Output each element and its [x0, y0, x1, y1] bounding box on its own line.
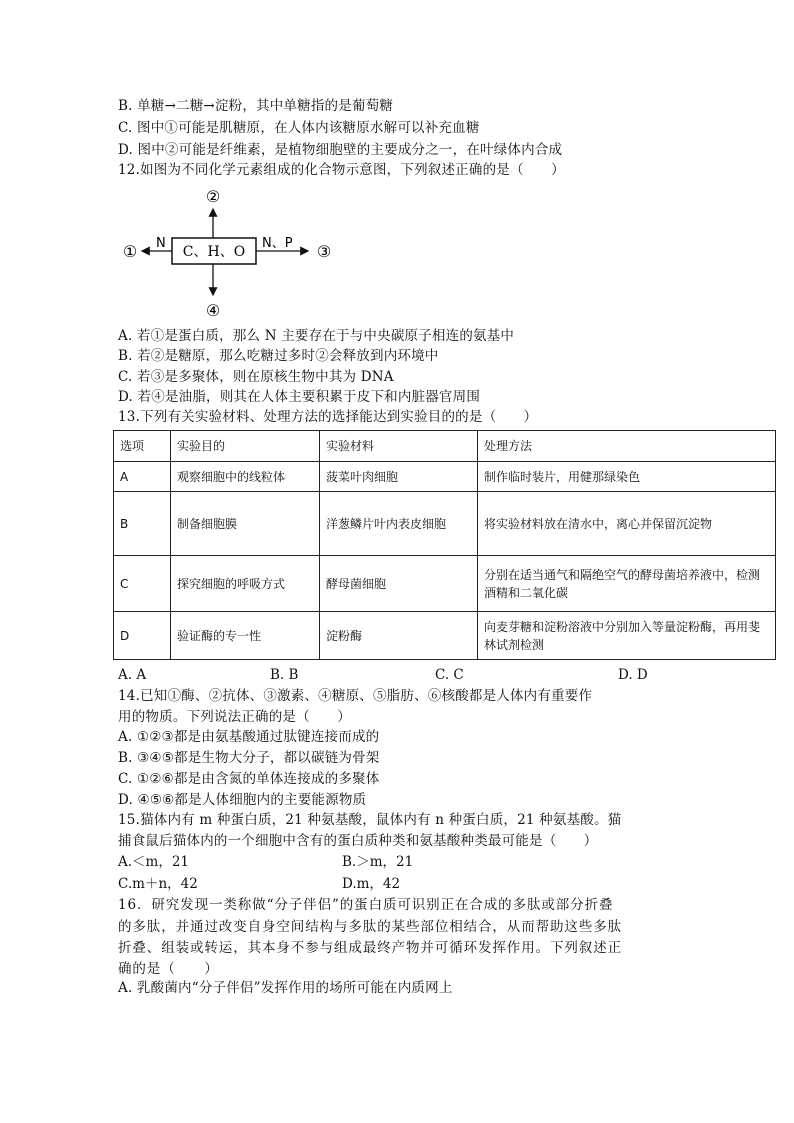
q15-stem-line1: 15.猫体内有 m 种蛋白质，21 种氨基酸，鼠体内有 n 种蛋白质，21 种氨基酸。猫 [118, 812, 622, 828]
cell: 制备细胞膜 [171, 492, 320, 556]
cell: 酵母菌细胞 [320, 556, 478, 612]
right-arrow-text: N、P [262, 236, 293, 251]
q12-option-b: B. 若②是糖原，那么吃糖过多时②会释放到内环境中 [118, 348, 439, 364]
cell: A [114, 462, 171, 492]
q16-stem-line2: 的多肽，并通过改变自身空间结构与多肽的某些部位相结合，从而帮助这些多肽 [118, 919, 622, 935]
q16-option-a: A. 乳酸菌内“分子伴侣”发挥作用的场所可能在内质网上 [118, 980, 453, 996]
cell: B [114, 492, 171, 556]
label-2: ② [205, 187, 221, 206]
q11-option-b: B. 单糖→二糖→淀粉，其中单糖指的是葡萄糖 [118, 98, 394, 114]
cell: 淀粉酶 [320, 612, 478, 660]
q16-stem-line4: 确的是（ ） [118, 961, 219, 977]
q14-stem-line1: 14.已知①酶、②抗体、③激素、④糖原、⑤脂肪、⑥核酸都是人体内有重要作 [118, 688, 593, 704]
cell: 制作临时装片，用健那绿染色 [478, 462, 776, 492]
q16-stem-line3: 折叠、组装或转运，其本身不参与组成最终产物并可循环发挥作用。下列叙述正 [118, 940, 622, 956]
q12-option-a: A. 若①是蛋白质，那么 N 主要存在于与中央碳原子相连的氨基中 [118, 328, 515, 344]
q15-option-c: C.m＋n，42 [118, 876, 198, 892]
q12-stem: 12.如图为不同化学元素组成的化合物示意图，下列叙述正确的是（ ） [118, 162, 565, 178]
cell: C [114, 556, 171, 612]
left-arrow-text: N [156, 236, 166, 251]
header-option: 选项 [114, 431, 171, 462]
cell: 验证酶的专一性 [171, 612, 320, 660]
header-method: 处理方法 [478, 431, 776, 462]
q15-stem-line2: 捕食鼠后猫体内的一个细胞中含有的蛋白质种类和氨基酸种类最可能是（ ） [118, 833, 598, 849]
q12-option-c: C. 若③是多聚体，则在原核生物中其为 DNA [118, 369, 394, 385]
table-row [114, 462, 776, 492]
q11-option-c: C. 图中①可能是肌糖原，在人体内该糖原水解可以补充血糖 [118, 120, 480, 136]
q15-option-a: A.＜m，21 [118, 854, 190, 870]
q13-answer-b: B. B [270, 667, 299, 683]
cell: 探究细胞的呼吸方式 [171, 556, 320, 612]
label-3: ③ [316, 242, 332, 261]
q13-answer-d: D. D [618, 667, 648, 683]
header-material: 实验材料 [320, 431, 478, 462]
label-1: ① [122, 242, 138, 261]
cell: 向麦芽糖和淀粉溶液中分别加入等量淀粉酶，再用斐林试剂检测 [478, 612, 776, 660]
table-row [114, 556, 776, 612]
q15-option-b: B.＞m，21 [342, 854, 414, 870]
q13-stem: 13.下列有关实验材料、处理方法的选择能达到实验目的的是（ ） [118, 409, 538, 425]
header-purpose: 实验目的 [171, 431, 320, 462]
cell: D [114, 612, 171, 660]
element-box-label: C、H、O [182, 244, 246, 260]
q13-answer-c: C. C [435, 667, 464, 683]
q12-option-d: D. 若④是油脂，则其在人体主要积累于皮下和内脏器官周围 [118, 389, 481, 405]
q15-option-d: D.m，42 [342, 876, 401, 892]
compound-element-diagram [112, 183, 352, 325]
q14-option-a: A. ①②③都是由氨基酸通过肽键连接而成的 [118, 729, 380, 745]
cell: 分别在适当通气和隔绝空气的酵母菌培养液中，检测酒精和二氧化碳 [478, 556, 776, 612]
q16-stem-line1: 16．研究发现一类称做“分子伴侣”的蛋白质可识别正在合成的多肽或部分折叠 [118, 897, 614, 913]
table-row [114, 492, 776, 556]
cell: 将实验材料放在清水中，离心并保留沉淀物 [478, 492, 776, 556]
table-header-row [114, 431, 776, 462]
cell: 观察细胞中的线粒体 [171, 462, 320, 492]
q14-stem-line2: 用的物质。下列说法正确的是（ ） [118, 709, 351, 725]
label-4: ④ [205, 301, 221, 320]
q14-option-c: C. ①②⑥都是由含氮的单体连接成的多聚体 [118, 771, 380, 787]
q14-option-d: D. ④⑤⑥都是人体细胞内的主要能源物质 [118, 792, 367, 808]
q13-answer-a: A. A [118, 667, 147, 683]
cell: 菠菜叶肉细胞 [320, 462, 478, 492]
cell: 洋葱鳞片叶内表皮细胞 [320, 492, 478, 556]
q14-option-b: B. ③④⑤都是生物大分子，都以碳链为骨架 [118, 750, 380, 766]
q11-option-d: D. 图中②可能是纤维素，是植物细胞壁的主要成分之一，在叶绿体内合成 [118, 142, 563, 158]
experiment-table [113, 430, 776, 660]
table-row [114, 612, 776, 660]
